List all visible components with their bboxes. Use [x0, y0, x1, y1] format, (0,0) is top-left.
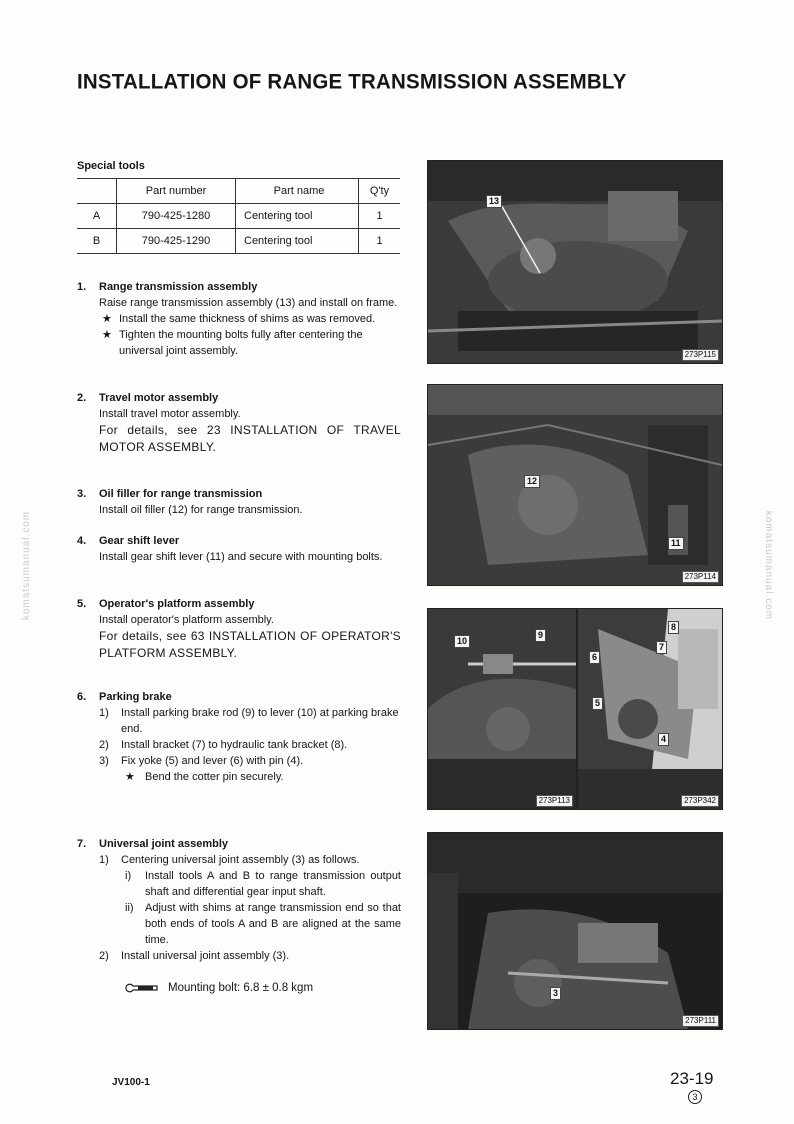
table-cell: 790-425-1280 — [117, 204, 236, 229]
step-note: ★ Tighten the mounting bolts fully after centering the universal joint assembly. — [102, 329, 363, 357]
photo-id: 273P114 — [682, 571, 719, 583]
star-icon: ★ — [102, 313, 112, 325]
torque-value: Mounting bolt: 6.8 ± 0.8 kgm — [168, 982, 314, 994]
torque-wrench-icon — [124, 981, 160, 995]
step-2 — [77, 390, 401, 456]
table-row — [77, 204, 400, 229]
table-row — [77, 229, 400, 254]
callout-label: 4 — [658, 733, 669, 746]
list-item: 1) Centering universal joint assembly (3) as follows. — [99, 854, 360, 866]
step-heading: Gear shift lever — [99, 535, 180, 547]
step-heading: Universal joint assembly — [99, 838, 228, 850]
callout-label: 12 — [524, 475, 540, 488]
watermark-left: komatsumanual.com — [21, 510, 33, 621]
step-reference: For details, see 63 INSTALLATION OF OPERATOR'S PLATFORM ASSEMBLY. — [99, 629, 401, 660]
step-number: 5. — [77, 598, 87, 610]
watermark-right: komatsumanual.com — [763, 510, 775, 621]
star-icon: ★ — [125, 771, 135, 783]
step-6 — [77, 689, 401, 785]
photo-image — [428, 161, 722, 363]
list-item: 3) Fix yoke (5) and lever (6) with pin (4). — [99, 755, 304, 767]
callout-label: 7 — [656, 641, 667, 654]
table-cell: Centering tool — [236, 204, 359, 229]
photo-oil-filler — [427, 384, 723, 586]
step-note: ★ Install the same thickness of shims as was removed. — [102, 313, 376, 325]
table-header: Q'ty — [359, 179, 401, 204]
step-5 — [77, 596, 401, 662]
revision-badge: 3 — [688, 1090, 702, 1104]
torque-spec — [124, 981, 313, 995]
step-reference: For details, see 23 INSTALLATION OF TRAVEL MOTOR ASSEMBLY. — [99, 423, 401, 454]
step-heading: Parking brake — [99, 691, 172, 703]
callout-label: 10 — [454, 635, 470, 648]
step-body: Install travel motor assembly. — [99, 408, 241, 420]
table-cell: 1 — [359, 229, 401, 254]
special-tools-label: Special tools — [77, 160, 145, 172]
special-tools-table — [77, 178, 400, 254]
photo-id: 273P111 — [682, 1015, 719, 1027]
step-7 — [77, 836, 401, 964]
list-item: 2) Install universal joint assembly (3). — [99, 950, 290, 962]
photo-id: 273P115 — [682, 349, 719, 361]
footer-model: JV100-1 — [112, 1077, 150, 1088]
step-heading: Oil filler for range transmission — [99, 488, 263, 500]
step-heading: Range transmission assembly — [99, 281, 258, 293]
callout-label: 9 — [535, 629, 546, 642]
step-body: Install oil filler (12) for range transmission. — [99, 504, 303, 516]
step-number: 2. — [77, 392, 87, 404]
callout-label: 13 — [486, 195, 502, 208]
step-1 — [77, 279, 401, 359]
table-cell: A — [77, 204, 117, 229]
photo-id: 273P342 — [681, 795, 719, 807]
table-header: Part name — [236, 179, 359, 204]
page-number: 23-19 — [670, 1069, 714, 1088]
callout-label: 3 — [550, 987, 561, 1000]
table-cell: Centering tool — [236, 229, 359, 254]
step-body: Raise range transmission assembly (13) and install on frame. — [99, 297, 398, 309]
step-number: 6. — [77, 691, 87, 703]
table-cell: B — [77, 229, 117, 254]
page-title: INSTALLATION OF RANGE TRANSMISSION ASSEMBLY — [77, 69, 627, 94]
photo-image — [428, 385, 722, 585]
callout-label: 5 — [592, 697, 603, 710]
star-icon: ★ — [102, 329, 112, 341]
list-item: 2) Install bracket (7) to hydraulic tank bracket (8). — [99, 739, 348, 751]
callout-label: 11 — [668, 537, 684, 550]
step-3 — [77, 486, 401, 518]
step-4 — [77, 533, 401, 565]
table-cell: 1 — [359, 204, 401, 229]
step-heading: Travel motor assembly — [99, 392, 219, 404]
callout-label: 8 — [668, 621, 679, 634]
photo-range-transmission — [427, 160, 723, 364]
step-number: 4. — [77, 535, 87, 547]
table-header: Part number — [117, 179, 236, 204]
photo-parking-brake-bracket — [577, 608, 723, 810]
step-number: 7. — [77, 838, 87, 850]
list-item: 1) Install parking brake rod (9) to lever (10) at parking brake end. — [99, 707, 399, 735]
photo-image — [428, 833, 722, 1029]
table-header-row — [77, 179, 400, 204]
step-note: ★ Bend the cotter pin securely. — [125, 771, 284, 783]
step-heading: Operator's platform assembly — [99, 598, 255, 610]
table-header — [77, 179, 117, 204]
photo-universal-joint — [427, 832, 723, 1030]
step-body: Install operator's platform assembly. — [99, 614, 274, 626]
photo-id: 273P113 — [536, 795, 573, 807]
list-subitem: ii) Adjust with shims at range transmission end so that both ends of tools A and B are aligned at the same time. — [125, 902, 401, 946]
photo-parking-brake-rod — [427, 608, 577, 810]
step-number: 1. — [77, 281, 87, 293]
table-cell: 790-425-1290 — [117, 229, 236, 254]
list-subitem: i) Install tools A and B to range transmission output shaft and differential gear input shaft. — [125, 870, 401, 898]
step-number: 3. — [77, 488, 87, 500]
step-body: Install gear shift lever (11) and secure with mounting bolts. — [99, 551, 383, 563]
callout-label: 6 — [589, 651, 600, 664]
photo-image — [428, 609, 576, 809]
